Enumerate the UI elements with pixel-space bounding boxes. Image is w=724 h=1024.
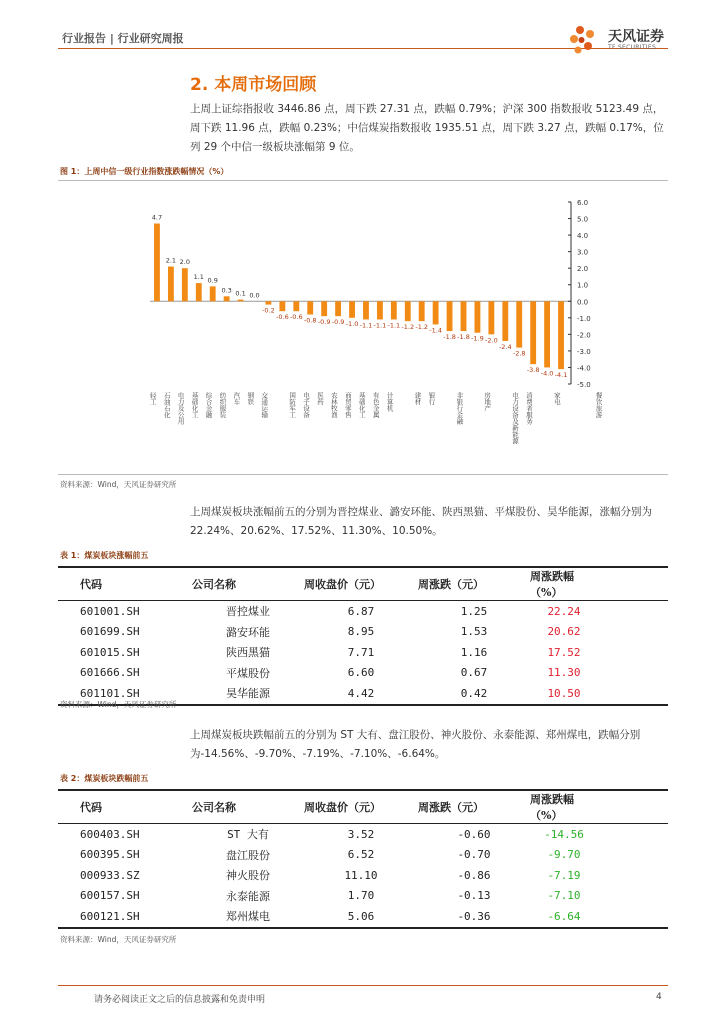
- paragraph-market-review: 上周上证综指报收 3446.86 点，周下跌 27.31 点，跌幅 0.79%；沪深 300 指数报收 5123.49 点，周下跌 11.96 点，跌幅 0.23%；中信煤炭指数报收 1935.51 点，周下跌 3.27 点，跌幅 0.17%，位列 29 个中信一级板块涨幅第 9 位。: [190, 103, 664, 153]
- bar-value-label: 2.1: [165, 256, 177, 265]
- category-label: 纺织服装: [218, 392, 227, 418]
- cell-code: 601699.SH: [80, 625, 140, 639]
- bar-value-label: -1.0: [345, 319, 359, 328]
- bar: [363, 301, 369, 319]
- cell-change: 1.25: [460, 604, 488, 618]
- category-label: 非银行金融: [455, 392, 464, 425]
- y-tick-label: 6.0: [577, 199, 589, 207]
- category-label: 基础化工: [357, 392, 366, 418]
- cell-close: 1.70: [347, 889, 375, 903]
- cell-close: 3.52: [347, 827, 375, 841]
- col-header-close: 周收盘价（元）: [304, 567, 418, 601]
- cell-code: 601015.SH: [80, 645, 140, 659]
- y-tick-label: 1.0: [577, 281, 589, 290]
- bar: [182, 268, 188, 301]
- category-label: 农林牧渔: [329, 392, 338, 418]
- bar: [154, 224, 160, 302]
- category-label: 房地产: [483, 392, 492, 412]
- paragraph-top-gainers: 上周煤炭板块涨幅前五的分别为晋控煤业、潞安环能、陕西黑猫、平煤股份、昊华能源，涨幅分别为 22.24%、20.62%、17.52%、11.30%、10.50%。: [190, 506, 652, 537]
- bar: [168, 267, 174, 302]
- bar-value-label: -0.2: [262, 306, 275, 315]
- bar-value-label: -2.0: [485, 336, 498, 345]
- bar: [516, 301, 522, 347]
- bar-value-label: 0.1: [235, 289, 246, 298]
- bar-value-label: -2.8: [512, 349, 526, 358]
- category-label: 汽车: [232, 392, 241, 405]
- section-title: 2. 本周市场回顾: [190, 75, 317, 95]
- category-label: 基础化工: [190, 392, 199, 418]
- bar: [433, 301, 439, 324]
- cell-company: 陕西黑猫: [226, 646, 270, 660]
- table-row: [58, 663, 668, 684]
- table-header-row: [58, 567, 668, 601]
- category-label: 电子设备: [302, 392, 311, 418]
- cell-company: 郑州煤电: [192, 906, 304, 928]
- col-header-code: 代码: [58, 790, 192, 824]
- figure-top-rule: [58, 180, 668, 181]
- y-tick-label: -4.0: [577, 364, 591, 373]
- table-row: [58, 642, 668, 663]
- col-header-close: 周收盘价（元）: [304, 790, 418, 824]
- cell-pct: 11.30: [547, 666, 581, 680]
- bar: [488, 301, 494, 334]
- category-label: 计算机: [385, 392, 394, 412]
- flower-icon: [570, 26, 594, 54]
- bar: [502, 301, 508, 341]
- bar-value-label: 0.3: [221, 286, 232, 295]
- category-label: 消费者服务: [524, 392, 533, 425]
- category-label: 综合金融: [204, 392, 213, 418]
- bar: [530, 301, 536, 364]
- figure-title: 图 1：上周中信一级行业指数涨跌幅情况（%）: [60, 167, 229, 176]
- y-tick-label: 3.0: [577, 248, 589, 257]
- y-tick-label: -3.0: [577, 347, 591, 356]
- category-label: 国防军工: [288, 392, 297, 418]
- breadcrumb: 行业报告 | 行业研究周报: [62, 32, 184, 45]
- bar-value-label: -2.4: [498, 342, 512, 351]
- table-row: [58, 601, 668, 622]
- category-label: 轻工: [148, 392, 157, 405]
- col-header-change: 周涨跌（元）: [418, 567, 530, 601]
- bar: [544, 301, 550, 367]
- cell-close: 6.60: [347, 666, 375, 680]
- cell-company: 永泰能源: [226, 889, 270, 903]
- cell-close: 11.10: [344, 868, 378, 882]
- figure-source: 资料来源：Wind，天风证券研究所: [60, 480, 177, 489]
- bar-value-label: -0.6: [289, 313, 303, 322]
- cell-company: 昊华能源: [192, 683, 304, 705]
- table-header-row: [58, 790, 668, 824]
- cell-close: 6.52: [347, 848, 375, 862]
- cell-pct: 10.50: [530, 683, 668, 705]
- category-label: 有色金属: [371, 392, 380, 418]
- y-tick-label: -2.0: [577, 331, 591, 340]
- bar: [293, 301, 299, 311]
- col-header-change: 周涨跌（元）: [418, 790, 530, 824]
- bar: [196, 283, 202, 301]
- bar-value-label: -1.1: [387, 321, 401, 330]
- y-tick-label: -5.0: [577, 381, 591, 389]
- bar-value-label: 4.7: [151, 213, 163, 222]
- bar-value-label: -1.4: [429, 326, 442, 335]
- bar: [419, 301, 425, 321]
- category-label: 家电: [552, 392, 561, 405]
- bar-value-label: 1.1: [193, 273, 204, 282]
- cell-pct: 17.52: [547, 645, 581, 659]
- bar: [558, 301, 564, 369]
- bar-value-label: -4.1: [554, 371, 568, 380]
- bar-value-label: -1.1: [373, 321, 387, 330]
- table-row: [58, 906, 668, 928]
- cell-change: -0.36: [418, 906, 530, 928]
- bar-value-label: -1.8: [443, 333, 456, 342]
- bar-value-label: -1.2: [415, 323, 429, 332]
- cell-close: 7.71: [347, 645, 375, 659]
- cell-pct: -6.64: [530, 906, 668, 928]
- bar: [377, 301, 383, 319]
- category-label: 建材: [413, 392, 422, 405]
- cell-close: 6.87: [347, 604, 375, 618]
- bar: [321, 301, 327, 316]
- bar: [307, 301, 313, 314]
- bar-value-label: 0.0: [249, 291, 260, 300]
- category-label: 石油石化: [162, 392, 171, 418]
- bar: [238, 300, 244, 302]
- brand-sub: TF SECURITIES: [608, 44, 657, 51]
- cell-close: 5.06: [304, 906, 418, 928]
- category-label: 交通运输: [260, 392, 269, 418]
- bar-chart: [58, 188, 668, 468]
- bar: [391, 301, 397, 319]
- cell-change: -0.86: [457, 868, 491, 882]
- bar: [447, 301, 453, 331]
- cell-change: 0.42: [418, 683, 530, 705]
- bar-value-label: 2.0: [179, 258, 191, 267]
- footer-divider: [58, 985, 668, 986]
- cell-pct: -7.19: [547, 868, 581, 882]
- table-top-gainers: [58, 566, 668, 706]
- cell-company: 平煤股份: [226, 666, 270, 680]
- cell-code: 600403.SH: [80, 827, 140, 841]
- table-row: [58, 622, 668, 643]
- cell-company: ST 大有: [227, 828, 269, 842]
- bar: [475, 301, 481, 332]
- bar: [349, 301, 355, 318]
- bar: [405, 301, 411, 321]
- bar-value-label: -0.6: [276, 313, 289, 322]
- cell-pct: -9.70: [547, 848, 581, 862]
- footer-disclaimer: 请务必阅读正文之后的信息披露和免责申明: [94, 995, 266, 1005]
- bar-value-label: -1.8: [457, 333, 470, 342]
- cell-pct: 20.62: [547, 625, 581, 639]
- bar: [266, 301, 272, 304]
- cell-company: 晋控煤业: [226, 605, 270, 619]
- table1-source: 资料来源：Wind，天风证券研究所: [60, 700, 177, 709]
- category-label: 餐饮旅游: [594, 392, 603, 418]
- cell-pct: -7.10: [547, 889, 581, 903]
- table-top-losers: [58, 789, 668, 929]
- bar-value-label: -3.8: [526, 366, 540, 375]
- bar-value-label: -0.9: [317, 318, 331, 327]
- bar-value-label: -1.9: [471, 334, 484, 343]
- y-tick-label: 2.0: [577, 265, 589, 274]
- bar: [210, 286, 216, 301]
- cell-code: 601101.SH: [58, 683, 192, 705]
- bar-value-label: -1.1: [359, 321, 373, 330]
- category-label: 电力设备及新能源: [511, 392, 520, 444]
- paragraph-top-losers: 上周煤炭板块跌幅前五的分别为 ST 大有、盘江股份、神火股份、永泰能源、郑州煤电，跌幅分别为-14.56%、-9.70%、-7.19%、-7.10%、-6.64%。: [190, 729, 641, 760]
- cell-code: 601001.SH: [80, 604, 140, 618]
- col-header-pct: 周涨跌幅（%）: [530, 790, 668, 824]
- bar-value-label: -0.8: [303, 316, 317, 325]
- cell-company: 潞安环能: [226, 625, 270, 639]
- cell-close: 4.42: [304, 683, 418, 705]
- table2-title: 表 2：煤炭板块跌幅前五: [60, 774, 149, 783]
- bar-value-label: -4.0: [540, 369, 554, 378]
- table-row: [58, 886, 668, 907]
- col-header-pct: 周涨跌幅（%）: [530, 567, 668, 601]
- category-label: 钢铁: [246, 392, 255, 405]
- cell-company: 盘江股份: [226, 848, 270, 862]
- table-row: [58, 824, 668, 845]
- bar: [279, 301, 285, 311]
- cell-code: 600157.SH: [80, 889, 140, 903]
- cell-company: 神火股份: [226, 869, 270, 883]
- brand-name: 天风证券: [608, 29, 664, 45]
- category-label: 医药: [315, 392, 324, 405]
- table-row: [58, 845, 668, 866]
- cell-change: -0.70: [457, 848, 491, 862]
- table-row: [58, 865, 668, 886]
- cell-pct: -14.56: [544, 827, 584, 841]
- cell-close: 8.95: [347, 625, 375, 639]
- y-tick-label: 4.0: [577, 232, 589, 241]
- category-label: 银行: [427, 392, 436, 405]
- col-header-company: 公司名称: [192, 790, 304, 824]
- cell-change: -0.60: [457, 827, 491, 841]
- cell-code: 601666.SH: [80, 666, 140, 680]
- table2-source: 资料来源：Wind，天风证券研究所: [60, 935, 177, 944]
- cell-code: 600121.SH: [58, 906, 192, 928]
- category-label: 商贸零售: [343, 392, 352, 418]
- col-header-code: 代码: [58, 567, 192, 601]
- category-label: 电力及公用: [176, 392, 185, 425]
- bar-value-label: -1.2: [401, 323, 415, 332]
- bar: [224, 296, 230, 301]
- cell-pct: 22.24: [547, 604, 581, 618]
- figure-bottom-rule: [58, 474, 668, 475]
- bar: [335, 301, 341, 316]
- table1-title: 表 1：煤炭板块涨幅前五: [60, 551, 149, 560]
- cell-change: -0.13: [457, 889, 491, 903]
- cell-change: 1.16: [460, 645, 488, 659]
- col-header-company: 公司名称: [192, 567, 304, 601]
- cell-code: 600395.SH: [80, 848, 140, 862]
- y-tick-label: 5.0: [577, 215, 589, 224]
- cell-change: 0.67: [460, 666, 488, 680]
- y-tick-label: -1.0: [577, 314, 591, 323]
- cell-change: 1.53: [460, 625, 488, 639]
- bar-value-label: -0.9: [331, 318, 345, 327]
- page-number: 4: [656, 992, 662, 1002]
- y-tick-label: 0.0: [577, 298, 589, 307]
- bar-value-label: 0.9: [207, 276, 218, 285]
- cell-code: 000933.SZ: [80, 868, 140, 882]
- bar: [461, 301, 467, 331]
